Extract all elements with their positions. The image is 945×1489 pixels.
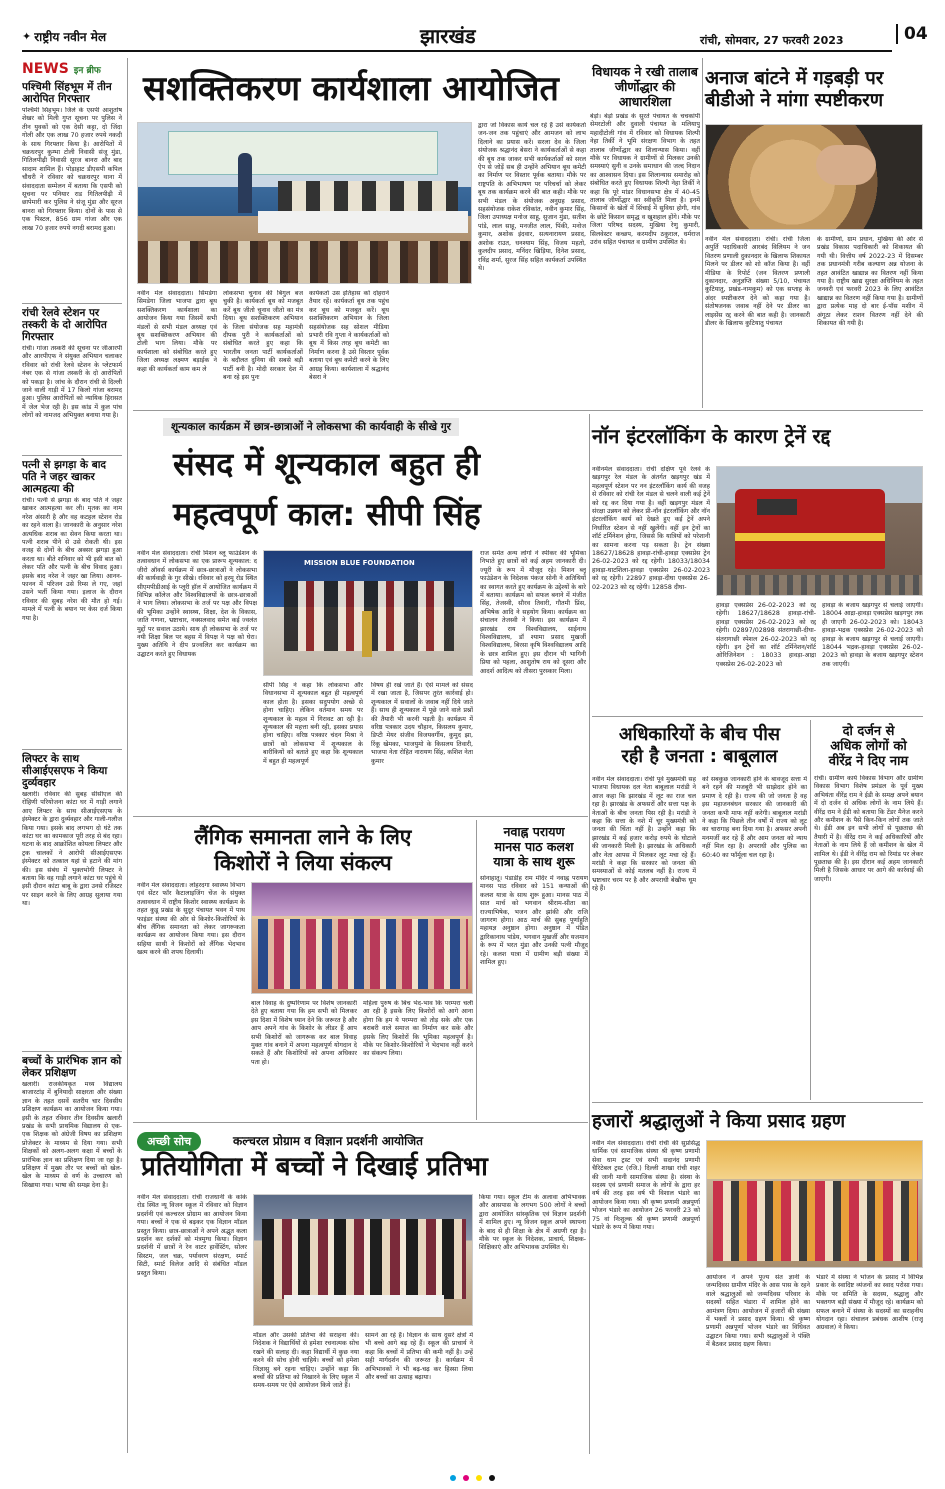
text-column: भंडारे में संस्था ने भोजन के प्रसाद में विभिन्न प्रकार के स्वादिष्ट व्यंजनों का स्वाद परोसा गया। मौके पर समिति के सदस्य, श्रद्धालु और भक्तगण बड़ी संख्या में मौजूद रहे। कार्यक्रम को सफल बनाने में संस्था के सदस्यों का सराहनीय योगदान रहा। संचालन प्रबंधक आशीष (राजू अग्रवाल) ने किया। [816, 1274, 923, 1332]
loco-stripe [735, 533, 885, 541]
devotees-figures [713, 1181, 918, 1261]
story-body: सोनाहातू। पंडाडीह राम मंदिर में नवाह्न परायण मानस पाठ रविवार को 151 कन्याओं की कलश यात्रा के साथ शुरू हुआ। मानस पाठ में सात मार्च को भगवान श्रीराम-सीता का राज्याभिषेक, भजन और झांकी और राजि जागरण होगा। आठ मार्च की सुबह पूर्णाहुति महायज्ञ अनुष्ठान होगा। अनुष्ठान में पंडित द्वारिकानाथ पांडेय, भगवान मुखर्जी और यजमान के रूप में भरत मुंडा और उनकी पत्नी मौजूद रहे। कलश यात्रा में ग्रामीण बड़ी संख्या में शामिल हुए। [480, 875, 588, 967]
story-body: रांची। ग्रामीण कार्य विकास विभाग और ग्रामीण विकास विभाग विशेष प्रमंडल के पूर्व मुख्य अभियंता वीरेंद्र राम ने ईडी के समक्ष अपने बयान में दो दर्जन से अधिक लोगों के नाम लिये हैं। वीरेंद्र राम ने ईडी को बताया कि टेंडर मैनेज करने और कमीशन के पैसे किन-किन लोगों तक जाते थे। ईडी अब इन सभी लोगों से पूछताछ की तैयारी में है। वीरेंद्र राम ने कई अधिकारियों और नेताओं के नाम लिये हैं जो कमीशन के खेल में शामिल थे। ईडी ने वीरेंद्र राम को रिमांड पर लेकर पूछताछ की है। इस दौरान कई अहम जानकारी मिली है जिसके आधार पर आगे की कार्रवाई की जाएगी। [814, 775, 923, 883]
kicker: शून्यकाल कार्यक्रम में छात्र-छात्राओं ने लोकसभा की कार्यवाही के सीखे गुर [163, 418, 459, 436]
text-column: किया गया। स्कूल टीम के अलावा अभिभावक और आसपास के लगभग 500 लोगों ने बच्चों द्वारा आयोजित सांस्कृतिक एवं विज्ञान प्रदर्शनी में शामिल हुए। न्यू विजन स्कूल अपने स्थापना के बाद से ही शिक्षा के क्षेत्र में अग्रणी रहा है। मौके पर स्कूल के निदेशक, प्राचार्य, शिक्षक-शिक्षिकाएं और अभिभावक उपस्थित थे। [479, 1194, 586, 1252]
bhandara-photo [706, 1140, 923, 1268]
column-divider [810, 720, 811, 1100]
seated-guests [278, 181, 458, 211]
track [717, 575, 923, 596]
section-divider [592, 716, 923, 717]
headline-line: अनाज बांटने में गड़बड़ी पर [705, 68, 884, 89]
text-column: सीपी सिंह ने कहा कि लोकसभा और विधानसभा में शून्यकाल बहुत ही महत्वपूर्ण काल होता है। इसका सदुपयोग अच्छे से होना चाहिए। लेकिन वर्तमान समय पर शून्यकाल के महत्व में गिरावट आ रही है। शून्यकाल की महत्ता बनी रही, इसका प्रयास होना चाहिए। वरिष्ठ पत्रकार चंदन मिश्रा ने छात्रों को लोकसभा में शून्यकाल के बारीकियों को बताते हुए कहा कि शून्यकाल में बहुत ही महत्वपूर्ण [263, 682, 363, 765]
text-column: हावड़ा के बजाय खड़गपुर से चलाई जाएगी। 18004 आद्रा-हावड़ा एक्सप्रेस खड़गपुर तक ही जाएगी 26-02-2023 को। 18043 हावड़ा-भद्रक एक्सप्रेस 26-02-2023 को हावड़ा के बजाय खड़गपुर से चलाई जाएगी। 18044 भद्रक-हावड़ा एक्सप्रेस 26-02-2023 को हावड़ा के बजाय खड़गपुर स्टेशन तक जाएगी। [822, 602, 923, 668]
section-divider [592, 1102, 923, 1103]
brief-headline: पत्नी से झगड़ा के बाद पति ने जहर खाकर आत्महत्या की [22, 459, 106, 495]
brief-headline: पश्चिमी सिंहभूम में तीन आरोपित गिरफ्तार [22, 81, 112, 105]
students-photo [251, 882, 473, 994]
grain-photo [705, 124, 923, 230]
kicker: कल्चरल प्रोग्राम व विज्ञान प्रदर्शनी आयोजित [233, 1134, 423, 1148]
text-column: नवीन मेल संवाददाता। रांची रांची की सुप्रसिद्ध धार्मिक एवं सामाजिक संस्था श्री कृष्ण प्रणामी सेवा धाम ट्रस्ट एवं सभी सदानंद प्रणामी चैरिटेबल ट्रस्ट (रजि.) दिल्ली शाखा रांची शहर की जानी मानी सामाजिक संस्था है। संस्था के सदस्य एवं प्रणामी समाज के लोगों के द्वारा हर वर्ष की तरह इस वर्ष भी विशाल भंडारे का आयोजन किया गया। श्री कृष्ण प्रणामी अन्नपूर्णा भोजन भंडारे का आयोजन 26 फरवरी 23 को 75 वां निःशुल्क श्री कृष्ण प्रणामी अन्नपूर्णा भंडारे के रूप में किया गया। [592, 1140, 700, 1232]
text-column: महिला पुरुष के बिच भेद-भाव कि परम्परा चली आ रही है इसके लिए किशोरों को आगे आना होगा कि हम ये परम्परा को तोड़ सके और एक बराबरी वाले समाज का निर्माण कर सके और इसके लिए किशोरों कि भूमिका महत्वपूर्ण है। मौके पर किशोर-किशोरियों ने भेदभाव नहीं करने का संकल्प लिया। [363, 1000, 473, 1058]
brief-headline: रांची रेलवे स्टेशन पर तस्करी के दो आरोपित गिरफ्तार [22, 307, 107, 343]
banner-text: MISSION BLUE FOUNDATION [304, 559, 415, 567]
text-column: को सबकुछ जानकारी होने के बावजूद सत्ता में बने रहने की मजबूरी भी साझेदार होने का प्रमाण दे रही है। राज्य की जो जनता है वह इस महाजनबंधन सरकार की जानकारी की जनता कभी माफ नहीं करेगी। बाबूलाल मरांडी ने कहा कि पिछले तीन वर्षों में राज्य को लूट का चारागाह बना दिया गया है। अफसर अपनी मनमर्जी कर रहे हैं और आम जनता को न्याय नहीं मिल रहा है। अपराधी और पुलिस का 60:40 का फॉर्मूला चल रहा है। [702, 776, 807, 859]
brief-body: खलारी। रविवार की सुबह सीसीएल की रोहिणी परियोजना कांटा घर में गाड़ी लगाने आए लिफ्टर के साथ सीआईएसएफ के इंस्पेक्टर के द्वारा दुर्व्यवहार और गाली-गलौज किया गया। इसके बाद लगभग दो घंटे तक कांटा घर का कामकाज पूरी तरह से बंद रहा। घटना के बाद आक्रोशित कोयला लिफ्टर और ट्रक चालकों ने आरोपी सीआईएसएफ इंस्पेक्टर को तत्काल यहां से हटाने की मांग की। इस संबंध में भुक्तभोगी लिफ्टर ने बताया कि वह गाड़ी लगाने कांटा घर पहुंचे थे इसी दौरान कांटा बाबू के द्वारा उनसे रजिस्टर पर साइन करने के लिए आग्रह सुलाया गया था। [22, 791, 122, 908]
zero-hour-photo [263, 550, 473, 676]
registration-dot [463, 1475, 469, 1481]
headline: विधायक ने रखी तालाब जीर्णोद्धार की आधारशिला [592, 64, 698, 109]
text-column: नवीन मेल संवाददाता। रांची। रांची जिला अपुर्ति पदाधिकारी आरबंद विलियम ने जन वितरण प्रणाली दुकानदार के खिलाफ शिकायत मिलने पर डीलर को शो कॉज किया है। वहीं मीडिया के रिपोर्ट (जन वितरण प्रणाली दुकानदार, अनुज्ञप्ति संख्या 5/10, पंचायत कुटियातु, प्रखंड-नामकुम) को एक सप्ताह के अंदर स्पष्टीकरण देने को कहा गया है। संतोषजनक जवाब नहीं देने पर डीलर का लाइसेंस रद्द करने की बात कही है। जानकारी डीलर के खिलाफ कुटियातु पंचायत [705, 236, 810, 328]
text-column: विषय ही रखे जाते हैं। ऐसे मामले को संसद में रखा जाता है, जिसपर तुरंत कार्रवाई हो। शून्यकाल में सवालों के जवाब नहीं दिये जाते हैं। साथ ही शून्यकाल में पूछे जाने वाले प्रश्नों की तैयारी भी करनी पड़ती है। कार्यक्रम में वरिष्ठ पत्रकार उदय चौहान, किसलय कुमार, डिप्टी मेयर संजीव विजयवर्गीय, कुमुद झा, रिंकू खेमका, भाजयुमो के किसलय तिवारी, भाजपा नेता रोहित नारायण सिंह, कशिश नेता कुमार [371, 682, 473, 765]
brief-headline: बच्चों के प्रारंभिक ज्ञान को लेकर प्रशिक्षण [22, 1055, 122, 1079]
headline-line: दो दर्जन से [842, 724, 895, 739]
column-divider [589, 414, 590, 1454]
text-column: कार्यकर्ता उस इतिहास को दोहराने तैयार रहें। कार्यकर्ता बूथ तक पहुंच कर बूथ को मजबूत करें। बूथ सशक्तिकरण अभियान के जिला सहसंयोजक सह सोशल मीडिया प्रभारी रवि गुप्ता ने कार्यकर्ताओं को बूथ में किस तरह बूथ कमेटी का निर्माण करना है उसे विस्तार पूर्वक बताया एवं बूथ कमेटी करने के लिए आग्रह किया। कार्यशाला में श्रद्धानंद बेसरा ने [309, 290, 389, 382]
news-brief-column [22, 58, 122, 1453]
brief-item [22, 303, 122, 455]
text-column: नवीन मेल संवाददाता। रांची राजधानी के कांके रोड स्थित न्यू विजन स्कूल में रविवार को विज्ञान प्रदर्शनी एवं कल्चरल प्रोग्राम का आयोजन किया गया। बच्चों ने एक से बढ़कर एक विज्ञान मॉडल प्रस्तुत किया। छात्र-छात्राओं ने अपने अद्भुत कला प्रदर्शन कर दर्शकों को मंत्रमुग्ध किया। विज्ञान प्रदर्शनी में छात्रों ने रेन वाटर हार्वेस्टिंग, सोलर सिस्टम, जल चक्र, पर्यावरण संरक्षण, स्मार्ट सिटी, स्मार्ट विलेज आदि से संबंधित मॉडल प्रस्तुत किया। [137, 1194, 247, 1277]
text-column: नवीन मेल संवाददाता। लोहरदगा स्वास्थ्य विभाग एवं सेंटर फॉर कैटालाइजिंग चेंज के संयुक्त तत्वावधान में राष्ट्रीय किशोर स्वास्थ्य कार्यक्रम के तहत कुडू प्रखंड के सुदूर पंचायत भवन में पाथ फाइंडर संस्था की ओर से किशोर-किशोरियों के बीच लैंगिक समानता को लेकर जागरूकता कार्यक्रम का आयोजन किया गया। इस दौरान सहिया साथी ने किशोरों को लैंगिक भेदभाव खत्म करने की शपथ दिलायी। [137, 882, 245, 957]
headline-line: संसद में शून्यकाल बहुत ही [173, 445, 481, 483]
story-zero-hour [133, 414, 588, 814]
group-figures [258, 919, 468, 989]
lamp [362, 611, 372, 657]
workshop-photo [137, 122, 472, 284]
story-grain-distribution [705, 58, 923, 408]
text-column: नवीन मेल संवाददाता। रांची पूर्व मुख्यमंत्री सह भाजपा विधायक दल नेता बाबूलाल मरांडी ने आज कहा कि झारखंड में लूट का राज चल रहा है। झारखंड के अफसरों और सत्ता पक्ष के नेताओं के बीच जनता पिस रही है। मरांडी ने कहा कि सत्ता के नशे में चूर मुख्यमंत्री को जनता की चिंता नहीं है। उन्होंने कहा कि झारखंड में कई हजार करोड़ रुपये के घोटाले की जानकारी मिली है। झारखंड के अधिकारी और नेता आपस में मिलकर लूट मचा रहे हैं। मरांडी ने कहा कि सरकार को जनता की समस्याओं से कोई मतलब नहीं है। राज्य में भ्रष्टाचार चरम पर है और अपराधी बेखौफ घूम रहे हैं। [592, 776, 696, 893]
audience [138, 241, 472, 284]
color-registration-bar [0, 1466, 945, 1478]
brief-body: रांची। गांजा तस्करी की सूचना पर जीआरपी और आरपीएफ ने संयुक्त अभियान चलाकर रविवार को रांची रेलवे स्टेशन के प्लेटफार्म नंबर एक से गांजा तस्करी के दो आरोपितों को पकड़ा है। जांच के दौरान रांची से दिल्ली जाने वाली गाड़ी में 17 किलो गांजा बरामद हुआ। पुलिस आरोपितों को न्यायिक हिरासत में जेल भेज रही है। इस कांड में कुल पांच लोगों को नामजद अभियुक्त बनाया गया है। [22, 345, 122, 420]
brief-body: रांची। पत्नी से झगड़ा के बाद पति ने जहर खाकर आत्महत्या कर ली। मृतक का नाम नरेश अंसारी है और वह कटहल स्टेशन रोड का रहने वाला है। जानकारी के अनुसार नरेश अत्यधिक शराब का सेवन किया करता था। पत्नी शराब पीने से उसे रोकती थी। इस वजह से दोनों के बीच अक्सर झगड़ा हुआ करता था। बीते शनिवार को भी इसी बात को लेकर पति और पत्नी के बीच विवाद हुआ। इसके बाद नरेश ने जहर खा लिया। आनन-फानन में परिजन उसे रिम्स ले गए, जहां उसने भर्ती किया गया। इलाज के दौरान रविवार की सुबह नरेश की मौत हो गई। मामले में पत्नी के बयान पर केस दर्ज किया गया है। [22, 497, 122, 622]
train-photo [716, 466, 923, 596]
headline: नॉन इंटरलॉकिंग के कारण ट्रेनें रद्द [592, 424, 831, 448]
headline-line: किशोरों ने लिया संकल्प [214, 851, 392, 875]
headline-line: मानस पाठ कलश [494, 839, 574, 854]
exhibition-photo [253, 1194, 473, 1326]
text-column: सामने आ रहे हैं। विज्ञान के साथ दूसरे क्षेत्रों में भी बच्चे आगे बढ़ रहे हैं। स्कूल की प्राचार्य ने कहा कि बच्चों में प्रतिभा की कमी नहीं है। उन्हें सही मार्गदर्शन की जरूरत है। कार्यक्रम में अभिभावकों ने भी बढ़-चढ़ कर हिस्सा लिया और बच्चों का उत्साह बढ़ाया। [365, 1332, 473, 1382]
headline-line: बीडीओ ने मांगा स्पष्टीकरण [705, 90, 884, 111]
speaker-figure [238, 153, 252, 213]
text-column: हावड़ा एक्सप्रेस 26-02-2023 को रद्द रहेगी। 18627/18628 हावड़ा-रांची-हावड़ा एक्सप्रेस 26-02-2023 को रद्द रहेगी। 02897/02898 संतरागाछी-दीघा-संतरागाछी स्पेशल 26-02-2023 को रद्द रहेगी। इन ट्रेनों का शॉर्ट टर्मिनेशन/शॉर्ट ओरिजिनेशन : 18033 हावड़ा-आद्रा एक्सप्रेस 26-02-2023 को [716, 602, 816, 668]
visitors-figures [262, 1219, 466, 1299]
brief-item [22, 749, 122, 1051]
masthead [0, 0, 945, 52]
story-pond-foundation [590, 58, 700, 408]
headline-line: वीरेंद्र ने दिए नाम [828, 754, 909, 769]
text-column: नवीन मेल संवाददाता। रांची मिशन ब्लू फाउंडेशन के तत्वावधान में लोकसभा का एक प्रारूप शून्यकाल: द जीरो ऑवर्स कार्यक्रम में छात्र-छात्राओं ने लोकसभा की कार्यवाही के गुर सीखे। रविवार को हरमू रोड स्थित सीएमपीडीआई के प्लूरी हॉल में आयोजित कार्यक्रम में विभिन्न कॉलेज और विश्वविद्यालयों के छात्र-छात्राओं ने भाग लिया। लोकसभा के तर्ज पर पक्ष और विपक्ष की भूमिका उन्होंने स्वास्थ्य, शिक्षा, देश के विकास, जाति गणना, भ्रष्टाचार, नक्सलवाद समेत कई ज्वलंत मुद्दों पर सवाल उठाये। साथ ही लोकसभा के तर्ज पर नयी शिक्षा बिल पर बहस में विपक्ष ने पक्ष को घेरा। मुख्य अतिथि ने दीप प्रज्वलित कर कार्यक्रम का उद्घाटन करते हुए विधायक [137, 550, 257, 658]
headline-line: नवाह्न परायण [503, 824, 565, 839]
headline-line: महत्वपूर्ण काल: सीपी सिंह [173, 495, 481, 533]
text-column: द्वारा जो विकास कार्य चल रहे हैं उसे कार्यकर्ता जन-जन तक पहुंचाएं और आमजन को लाभ दिलाने का प्रयास करें। सरला देव के जिला संयोजक श्रद्धानंद बेसरा ने कार्यकर्ताओं से कहा की बूथ तक जाकर सभी कार्यकर्ताओं को सरल ऐप से जोड़ें सब ही उन्होंने अभियान बूथ कमेटी का निर्माण पर विस्तार पूर्वक बताया। मौके पर राष्ट्रपति के अभिभाषण पर परिचर्चा को लेकर बूथ तक कार्यक्रम करने की बात कही। मौके पर सभी मंडल के संयोजक अनुग्रह प्रसाद, सहसंयोजक राकेश रविकांत, नवीन कुमार सिंह, जिला उपाध्यक्ष मनोज साहू, सुजान मुंडा, सतीश पांडे, लाल साहू, मनजीत लाल, पिंकी, मनोज कुमार, अशोक इंदवार, सत्यनारायण प्रसाद, अशोक राउत, धनश्याम सिंह, विजय महतो, कुलदीप प्रसाद, मनिंदर खिड़िया, दिनेश प्रसाद, रविंद्र शर्मा, सुरज सिंह सहित कार्यकर्ता उपस्थित थे। [478, 122, 586, 272]
brief-item [22, 1051, 122, 1281]
story-empowerment-workshop [133, 58, 588, 408]
tag-badge: अच्छी सोच [137, 1132, 201, 1151]
column-divider [127, 58, 128, 1453]
story-manas-path [480, 820, 588, 1120]
story-trains-cancelled [592, 414, 923, 714]
story-gender-equality [133, 820, 473, 1120]
masthead-rule [22, 50, 892, 52]
dateline: रांची, सोमवार, 27 फरवरी 2023 [700, 34, 844, 47]
section-divider [133, 1122, 588, 1123]
headline: प्रतियोगिता में बच्चों ने दिखाई प्रतिभा [141, 1152, 488, 1182]
headline: हजारों श्रद्धालुओं ने किया प्रसाद ग्रहण [592, 1111, 846, 1132]
story-science-exhibition [133, 1126, 588, 1454]
story-body: बेड़ो। बेड़ो प्रखंड के सुरते पंचायत के चचकांपी सेमरटोली और दुवाली पंचायत के मलियापु महादीटोली गांव में रविवार को विधायक शिल्पी नेहा तिर्की ने भूमि संरक्षण विभाग के तहत तालाब जीर्णोद्धार का शिलान्यास किया। वहीं मौके पर विधायक ने ग्रामीणों से मिलकर उनकी समस्याएं सुनी व उनके समाधान की जल्द निदान का आश्वासन दिया। इस शिलान्यास समारोह को संबोधित करते हुए विधायक शिल्पी नेहा तिर्की ने कहा कि पूरे मांडर विधानसभा क्षेत्र में 40-45 तालाब जीर्णोद्धार का स्वीकृति मिला है। इनमें किसानों के खेतों में सिंचाई में सुविधा होगी, गांव के छोटे किसान समृद्ध व खुशहाल होंगे। मौके पर जिला परिषद सदस्य, मुखिया रेणु कुमारी, सिलवेस्टर कच्छप, करमदीप ठकुराल, धर्मराज उरांव सहित पंचायत व ग्रामीण उपस्थित थे। [590, 113, 700, 247]
bird-icon: ✦ [22, 30, 32, 43]
story-virendra [814, 720, 923, 1100]
text-column: नवीनमेल संवाददाता। रांची दक्षिण पूर्व रेलवे के खड़गपुर रेल मंडल के अंतर्गत खड़गपुर खंड में महत्वपूर्ण स्टेशन पर नन इंटरलॉकिंग कार्य की वजह से रविवार को रांची रेल मंडल से चलने वाली कई ट्रेनें को रद्द कर दिया गया है। वहीं खड़गपुर मंडल में संरक्षा उन्नयन को लेकर प्री-नॉन इंटरलॉकिंग और नॉन इंटरलॉकिंग कार्य को देखते हुए कई ट्रेनें अपने निर्धारित स्टेशन से नहीं खुलेंगी। वहीं इन ट्रेनों का शॉर्ट टर्मिनेशन होगा, जिससे कि यात्रियों को परेशानी का सामना करना पड़ सकता है। ट्रेन संख्या 18627/18628 हावड़ा-रांची-हावड़ा एक्सप्रेस ट्रेन 26-02-2023 को रद्द रहेगी। 18033/18034 हावड़ा-घाटशिला-हावड़ा एक्सप्रेस 26-02-2023 को रद्द रहेगी। 22897 हावड़ा-दीघा एक्सप्रेस 26-02-2023 को रद्द रहेगी। 12858 दीघा- [592, 466, 710, 591]
text-column: के ग्रामीणों, ग्राम प्रधान, मुखिया की ओर से प्रखंड विकास पदाधिकारी को शिकायत की गयी थी। वित्तीय वर्ष 2022-23 में दिसम्बर तक प्रधानमंत्री गरीब कल्याण अन्न योजना के तहत आवंटित खाद्यान्न का वितरण नहीं किया गया है। राष्ट्रीय खाद्य सुरक्षा अधिनियम के तहत जनवरी एवं फरवरी 2023 के लिए आवंटित खाद्यान्न का वितरण नहीं किया गया है। ग्रामीणों द्वारा प्रत्येक माह दो बार ई-पॉस मशीन में अंगूठा लेकर राशन वितरण नहीं देने की शिकायत की गयी है। [817, 236, 923, 328]
brief-body: खलारी। राजकीयकृत मध्य विद्यालय बाजारटांड़ में बुनियादी साक्षरता और संख्या ज्ञान के तहत दसवें सतरीय चार दिवसीय प्रशिक्षण कार्यक्रम का आयोजन किया गया। इसी के तहत रविवार तीन दिवसीय खलारी प्रखंड के सभी प्राथमिक विद्यालय से एक-एक शिक्षक को अंग्रेजी विषय का प्रशिक्षण प्रोजेक्टर के माध्यम से दिया गया। सभी शिक्षकों को अलग-अलग कक्षा में बच्चों के प्रारंभिक ज्ञान का प्रशिक्षण दिया जा रहा है। प्रशिक्षण में मुख्य तौर पर बच्चों को खेल-खेल के माध्यम से वर्ण के उच्चारण को सिखाया गया। भाषा की समझ देना है। [22, 1081, 122, 1189]
loco-window [757, 499, 797, 515]
hand-figure [816, 145, 876, 185]
stage-banner [168, 131, 438, 175]
headline-line: अधिक लोगों को [830, 739, 907, 754]
section-divider [133, 410, 923, 411]
text-column: आयोजन ने अपने पूज्य संत ज्ञानी के जन्मदिवस ग्रामीण मंदिर के आस पास के रहने वाले श्रद्धालुओं को जन्मदिवस परिवार के सदस्यों सहित भंडारा में शामिल होने का आमंत्रण दिया। आयोजन में हजारों की संख्या में भक्तों ने प्रसाद ग्रहण किया। श्री कृष्ण प्रणामी अन्नपूर्णा भोजन भंडारे का विधिवत उद्घाटन किया गया। सभी श्रद्धालुओं ने पंक्ति में बैठकर प्रसाद ग्रहण किया। [706, 1274, 810, 1349]
section-divider [133, 816, 588, 817]
brief-headline: लिफ्टर के साथ सीआईएसएफ ने किया दुर्व्यवहार [22, 753, 108, 789]
paper-name: राष्ट्रीय नवीन मेल [34, 30, 107, 44]
brief-item [22, 455, 122, 749]
registration-dot [476, 1475, 482, 1481]
registration-dot [489, 1475, 495, 1481]
story-babulal [592, 720, 807, 1100]
news-label: NEWS [22, 61, 69, 77]
headline-line: लैंगिक समानता लाने के लिए [194, 825, 412, 849]
text-column: बाल विवाह के दुष्परिणाम पर विशेष जानकारी देते हुए बताया गया कि हम सभी को मिलकर इस दिशा में विशेष ध्यान देने कि जरूरत है और आप अपने गांव के किशोर के लीडर हैं आप सभी किशोरों को जागरूक कर बाल विवाह मुक्त गांव बनाने में अपना महत्वपूर्ण योगदान दे सकते हैं और किशोरियों को अपना अधिकार पता हो। [251, 1000, 357, 1066]
story-prasad [592, 1106, 923, 1454]
headline: सशक्तिकरण कार्यशाला आयोजित [143, 69, 559, 109]
column-divider [702, 58, 703, 408]
page-number: 04 [896, 24, 928, 44]
headline-line: यात्रा के साथ शुरू [493, 854, 575, 869]
section-name: झारखंड [420, 24, 476, 48]
display-table [284, 1295, 444, 1317]
headline-line: रही है जनता : बाबूलाल [621, 746, 778, 767]
text-column: राज समेत अन्य लोगों ने स्पीकर की भूमिका निभाते हुए छात्रों को कई अहम जानकारी दी। ज्यूरी के रूप में मौजूद रहे। मिशन ब्लू फाउंडेशन के निदेशक पंकज सोनी ने अतिथियों का स्वागत करते हुए कार्यक्रम के उद्देश्यों के बारे में बताया। कार्यक्रम को सफल बनाने में मंजीत सिंह, तेजस्वी, सौरव तिवारी, गौतमी प्रिंस, अभिषेक आदि ने सहयोग किया। कार्यक्रम का संचालन तेजस्वी ने किया। इस कार्यक्रम में झारखंड राय विश्वविद्यालय, साईनाथ विश्वविद्यालय, डॉ श्यामा प्रसाद मुखर्जी विश्वविद्यालय, बिरसा कृषि विश्वविद्यालय आदि के छात्र शामिल हुए। इस दौरान भी भागिनी प्रिया को पहला, आशुतोष राय को दूसरा और आदर्श आदित्य को तीसरा पुरस्कार मिला। [480, 550, 586, 675]
brief-item [22, 81, 122, 303]
text-column: लोकसभा चुनाव की बिगुल बज चुकी है। कार्यकर्ता बूथ को मजबूत करें बूथ जीतो चुनाव जीतो का मंत्र दिया। बूथ सशक्तिकरण अभियान के जिला संयोजक सह महामंत्री दीपक पुरी ने कार्यकर्ताओं को संबोधित करते हुए कहा कि भारतीय जनता पार्टी कार्यकर्ताओं के बदौलत दुनिया की सबसे बड़ी पार्टी बनी है। मोदी सरकार देश में बना रहे इस पुनः [223, 290, 303, 382]
text-column: मॉडल और उसकी प्रतिभा की सराहना की। निदेशक ने विद्यार्थियों से हमेशा रचनात्मक सोच रखने की सलाह दी। कहा विद्यार्थी में कुछ नया करने की सोच होनी चाहिये। बच्चों को हमेशा जिज्ञासु बने रहना चाहिए। उन्होंने कहा कि बच्चों की प्रतिभा को निखारने के लिए स्कूल में समय-समय पर ऐसे आयोजन किये जाते हैं। [253, 1332, 359, 1390]
brief-label: इन ब्रीफ [73, 66, 101, 76]
brief-header [22, 58, 122, 77]
text-column: नवीन मेल संवाददाता। सिमडेगा सिमडेगा जिला भाजपा द्वारा बूथ सशक्तिकरण कार्यशाला का आयोजन किया गया जिसमें सभी मंडलों से सभी मंडल अध्यक्ष एवं बूथ सशक्तिकरण अभियान की टोली भाग लिया। मौके पर कार्यशाला को संबोधित करते हुए जिला अध्यक्ष लक्ष्मण बड़ाईक ने कहा की कार्यकर्ता काम कम ले [137, 290, 217, 373]
brief-body: पश्चिमी सिंहभूम। जिले के एसपी आशुतोष शेखर को मिली गुप्त सूचना पर पुलिस ने तीन युवकों को एक देसी कट्टा, दो जिंदा गोली और एक लाख 70 हजार रुपये नकदी के साथ गिरफ्तार किया है। आरोपितों में चक्रधरपुर कुम्भा टोली निवासी संजू मुंडा, गितिलपीढ़ी निवासी सूरज बानरा और बाद सादाम शामिल हैं। पोड़ाहाट डीएसपी कपिल चौधरी ने रविवार को चक्रधरपुर थाना में संवाददाता सम्मेलन में बताया कि एसपी को सूचना पर पनियार राड गितिलपीढ़ी में छापेमारी कर पुलिस ने संजू मुंडा और सूरज बानरा को गिरफ्तार किया। दोनों के पास से एक पिस्टल, 856 ग्राम गांजा और एक लाख 70 हजार रुपये नगदी बरामद हुआ। [22, 107, 122, 232]
registration-dot [450, 1475, 456, 1481]
headline-line: अधिकारियों के बीच पीस [618, 724, 781, 745]
column-divider [476, 820, 477, 1120]
table [258, 211, 468, 233]
paper-logo [22, 28, 106, 45]
